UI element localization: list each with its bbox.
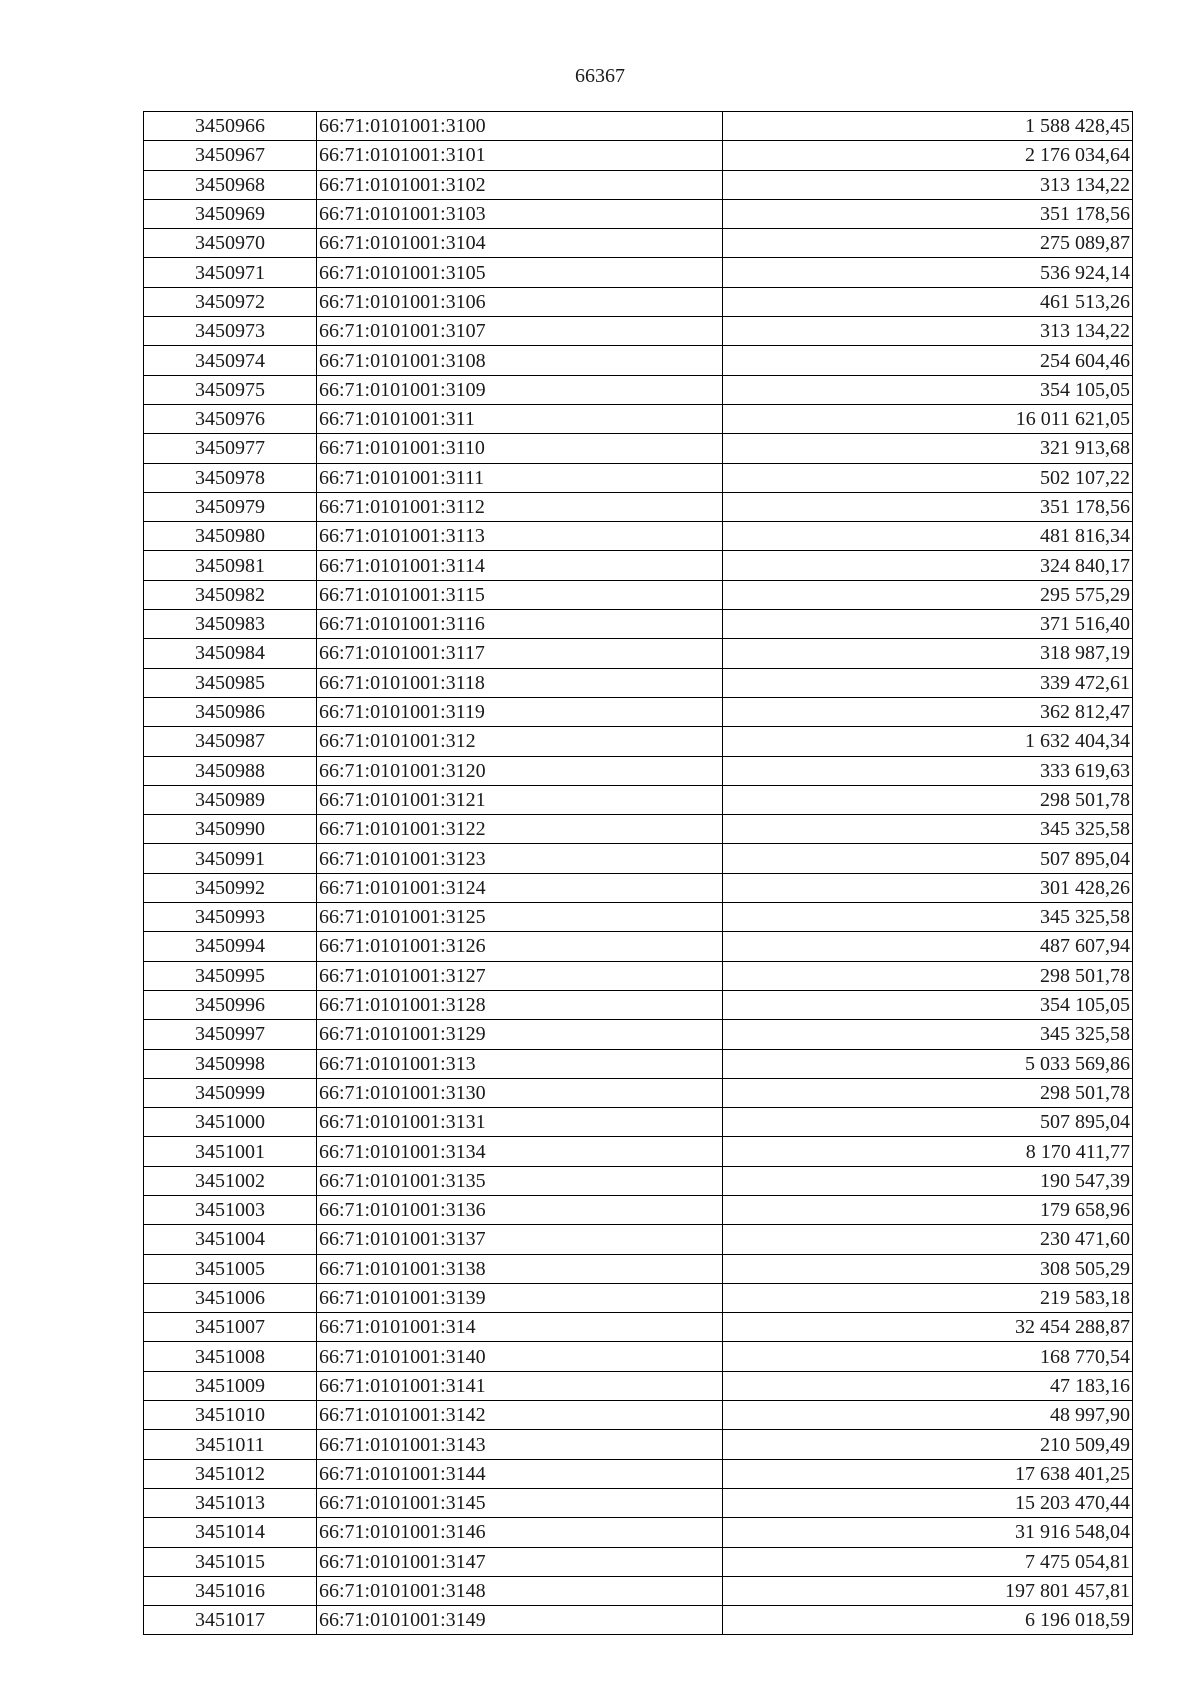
table-row (144, 785, 1133, 814)
cadastral-value-cell: 295 575,29 (723, 580, 1133, 609)
cadastral-number-cell: 66:71:0101001:3140 (317, 1342, 723, 1371)
cadastral-value-cell: 168 770,54 (723, 1342, 1133, 1371)
cadastral-number-cell: 66:71:0101001:3130 (317, 1078, 723, 1107)
cadastral-value-cell: 210 509,49 (723, 1430, 1133, 1459)
table-row (144, 697, 1133, 726)
cadastral-value-cell: 7 475 054,81 (723, 1547, 1133, 1576)
cadastral-number-cell: 66:71:0101001:3114 (317, 551, 723, 580)
cadastral-number-cell: 66:71:0101001:312 (317, 727, 723, 756)
table-row (144, 258, 1133, 287)
table-row (144, 404, 1133, 433)
row-number-cell: 3450984 (144, 639, 317, 668)
table-row (144, 287, 1133, 316)
table-row (144, 229, 1133, 258)
table-row (144, 903, 1133, 932)
table-row (144, 844, 1133, 873)
cadastral-value-cell: 17 638 401,25 (723, 1459, 1133, 1488)
cadastral-value-cell: 345 325,58 (723, 815, 1133, 844)
row-number-cell: 3451010 (144, 1401, 317, 1430)
cadastral-value-cell: 502 107,22 (723, 463, 1133, 492)
table-row (144, 1518, 1133, 1547)
row-number-cell: 3451008 (144, 1342, 317, 1371)
cadastral-number-cell: 66:71:0101001:3143 (317, 1430, 723, 1459)
table-row (144, 1459, 1133, 1488)
row-number-cell: 3451015 (144, 1547, 317, 1576)
cadastral-number-cell: 66:71:0101001:3107 (317, 317, 723, 346)
cadastral-number-cell: 66:71:0101001:3103 (317, 199, 723, 228)
row-number-cell: 3450985 (144, 668, 317, 697)
row-number-cell: 3450993 (144, 903, 317, 932)
row-number-cell: 3450977 (144, 434, 317, 463)
row-number-cell: 3450968 (144, 170, 317, 199)
table-row (144, 873, 1133, 902)
cadastral-number-cell: 66:71:0101001:314 (317, 1313, 723, 1342)
table-row (144, 463, 1133, 492)
cadastral-number-cell: 66:71:0101001:3149 (317, 1606, 723, 1635)
cadastral-value-cell: 230 471,60 (723, 1225, 1133, 1254)
table-row (144, 1137, 1133, 1166)
cadastral-number-cell: 66:71:0101001:3146 (317, 1518, 723, 1547)
cadastral-number-cell: 66:71:0101001:3101 (317, 141, 723, 170)
row-number-cell: 3450983 (144, 610, 317, 639)
cadastral-value-cell: 298 501,78 (723, 961, 1133, 990)
cadastral-value-cell: 2 176 034,64 (723, 141, 1133, 170)
cadastral-number-cell: 66:71:0101001:3120 (317, 756, 723, 785)
table-row (144, 317, 1133, 346)
table-row (144, 1430, 1133, 1459)
row-number-cell: 3450966 (144, 112, 317, 141)
table-body (144, 112, 1133, 1635)
cadastral-value-cell: 301 428,26 (723, 873, 1133, 902)
cadastral-number-cell: 66:71:0101001:3125 (317, 903, 723, 932)
cadastral-value-cell: 354 105,05 (723, 990, 1133, 1019)
table-row (144, 1488, 1133, 1517)
cadastral-number-cell: 66:71:0101001:3129 (317, 1020, 723, 1049)
cadastral-value-cell: 507 895,04 (723, 1108, 1133, 1137)
row-number-cell: 3450976 (144, 404, 317, 433)
row-number-cell: 3450970 (144, 229, 317, 258)
cadastral-number-cell: 66:71:0101001:3113 (317, 522, 723, 551)
row-number-cell: 3451017 (144, 1606, 317, 1635)
cadastral-number-cell: 66:71:0101001:3126 (317, 932, 723, 961)
cadastral-value-cell: 313 134,22 (723, 317, 1133, 346)
cadastral-number-cell: 66:71:0101001:3116 (317, 610, 723, 639)
row-number-cell: 3450999 (144, 1078, 317, 1107)
row-number-cell: 3451000 (144, 1108, 317, 1137)
cadastral-number-cell: 66:71:0101001:3128 (317, 990, 723, 1019)
row-number-cell: 3450972 (144, 287, 317, 316)
table-row (144, 199, 1133, 228)
cadastral-number-cell: 66:71:0101001:3138 (317, 1254, 723, 1283)
cadastral-value-cell: 333 619,63 (723, 756, 1133, 785)
cadastral-value-cell: 461 513,26 (723, 287, 1133, 316)
cadastral-value-cell: 351 178,56 (723, 492, 1133, 521)
cadastral-number-cell: 66:71:0101001:3134 (317, 1137, 723, 1166)
table-row (144, 522, 1133, 551)
row-number-cell: 3450991 (144, 844, 317, 873)
cadastral-value-cell: 8 170 411,77 (723, 1137, 1133, 1166)
cadastral-value-cell: 345 325,58 (723, 903, 1133, 932)
row-number-cell: 3450986 (144, 697, 317, 726)
row-number-cell: 3450998 (144, 1049, 317, 1078)
cadastral-value-cell: 197 801 457,81 (723, 1576, 1133, 1605)
row-number-cell: 3450981 (144, 551, 317, 580)
table-row (144, 1313, 1133, 1342)
table-row (144, 1166, 1133, 1195)
table-row (144, 1283, 1133, 1312)
table-row (144, 1078, 1133, 1107)
cadastral-value-cell: 318 987,19 (723, 639, 1133, 668)
row-number-cell: 3450996 (144, 990, 317, 1019)
table-row (144, 1225, 1133, 1254)
cadastral-number-cell: 66:71:0101001:3100 (317, 112, 723, 141)
cadastral-value-cell: 371 516,40 (723, 610, 1133, 639)
table-row (144, 1401, 1133, 1430)
row-number-cell: 3450982 (144, 580, 317, 609)
cadastral-value-cell: 275 089,87 (723, 229, 1133, 258)
cadastral-number-cell: 66:71:0101001:3108 (317, 346, 723, 375)
cadastral-number-cell: 66:71:0101001:3106 (317, 287, 723, 316)
cadastral-value-cell: 1 632 404,34 (723, 727, 1133, 756)
row-number-cell: 3451011 (144, 1430, 317, 1459)
table-row (144, 580, 1133, 609)
cadastral-value-cell: 5 033 569,86 (723, 1049, 1133, 1078)
table-row (144, 1049, 1133, 1078)
cadastral-number-cell: 66:71:0101001:3147 (317, 1547, 723, 1576)
cadastral-value-cell: 47 183,16 (723, 1371, 1133, 1400)
cadastral-number-cell: 66:71:0101001:3127 (317, 961, 723, 990)
cadastral-value-cell: 308 505,29 (723, 1254, 1133, 1283)
row-number-cell: 3451013 (144, 1488, 317, 1517)
cadastral-value-cell: 31 916 548,04 (723, 1518, 1133, 1547)
cadastral-number-cell: 66:71:0101001:3115 (317, 580, 723, 609)
row-number-cell: 3450969 (144, 199, 317, 228)
cadastral-value-table (143, 111, 1133, 1635)
cadastral-value-cell: 324 840,17 (723, 551, 1133, 580)
cadastral-number-cell: 66:71:0101001:3102 (317, 170, 723, 199)
cadastral-value-cell: 351 178,56 (723, 199, 1133, 228)
table-row (144, 1254, 1133, 1283)
cadastral-value-cell: 298 501,78 (723, 785, 1133, 814)
page-number: 66367 (575, 65, 625, 87)
cadastral-number-cell: 66:71:0101001:3139 (317, 1283, 723, 1312)
row-number-cell: 3450990 (144, 815, 317, 844)
cadastral-value-cell: 190 547,39 (723, 1166, 1133, 1195)
row-number-cell: 3451009 (144, 1371, 317, 1400)
table-row (144, 756, 1133, 785)
cadastral-value-cell: 219 583,18 (723, 1283, 1133, 1312)
row-number-cell: 3450995 (144, 961, 317, 990)
row-number-cell: 3451003 (144, 1195, 317, 1224)
row-number-cell: 3451007 (144, 1313, 317, 1342)
cadastral-number-cell: 66:71:0101001:311 (317, 404, 723, 433)
table-row (144, 990, 1133, 1019)
table-row (144, 1108, 1133, 1137)
cadastral-value-cell: 48 997,90 (723, 1401, 1133, 1430)
row-number-cell: 3451004 (144, 1225, 317, 1254)
table-row (144, 1606, 1133, 1635)
cadastral-value-cell: 16 011 621,05 (723, 404, 1133, 433)
row-number-cell: 3451014 (144, 1518, 317, 1547)
cadastral-number-cell: 66:71:0101001:3145 (317, 1488, 723, 1517)
cadastral-number-cell: 66:71:0101001:3109 (317, 375, 723, 404)
row-number-cell: 3451012 (144, 1459, 317, 1488)
cadastral-number-cell: 66:71:0101001:3137 (317, 1225, 723, 1254)
table-row (144, 141, 1133, 170)
row-number-cell: 3450988 (144, 756, 317, 785)
cadastral-value-cell: 362 812,47 (723, 697, 1133, 726)
row-number-cell: 3450989 (144, 785, 317, 814)
cadastral-number-cell: 66:71:0101001:313 (317, 1049, 723, 1078)
table-row (144, 346, 1133, 375)
row-number-cell: 3451006 (144, 1283, 317, 1312)
cadastral-number-cell: 66:71:0101001:3144 (317, 1459, 723, 1488)
cadastral-number-cell: 66:71:0101001:3117 (317, 639, 723, 668)
table-row (144, 1576, 1133, 1605)
cadastral-number-cell: 66:71:0101001:3148 (317, 1576, 723, 1605)
cadastral-number-cell: 66:71:0101001:3122 (317, 815, 723, 844)
row-number-cell: 3450994 (144, 932, 317, 961)
row-number-cell: 3451005 (144, 1254, 317, 1283)
cadastral-number-cell: 66:71:0101001:3135 (317, 1166, 723, 1195)
table-row (144, 434, 1133, 463)
cadastral-value-cell: 1 588 428,45 (723, 112, 1133, 141)
cadastral-value-cell: 481 816,34 (723, 522, 1133, 551)
cadastral-number-cell: 66:71:0101001:3104 (317, 229, 723, 258)
row-number-cell: 3451002 (144, 1166, 317, 1195)
row-number-cell: 3450997 (144, 1020, 317, 1049)
table-row (144, 961, 1133, 990)
cadastral-number-cell: 66:71:0101001:3110 (317, 434, 723, 463)
table-row (144, 610, 1133, 639)
row-number-cell: 3450974 (144, 346, 317, 375)
table-row (144, 1547, 1133, 1576)
row-number-cell: 3450971 (144, 258, 317, 287)
row-number-cell: 3450978 (144, 463, 317, 492)
cadastral-value-cell: 32 454 288,87 (723, 1313, 1133, 1342)
row-number-cell: 3451001 (144, 1137, 317, 1166)
cadastral-value-cell: 345 325,58 (723, 1020, 1133, 1049)
cadastral-value-cell: 298 501,78 (723, 1078, 1133, 1107)
row-number-cell: 3450973 (144, 317, 317, 346)
table-row (144, 375, 1133, 404)
cadastral-value-cell: 313 134,22 (723, 170, 1133, 199)
cadastral-value-cell: 254 604,46 (723, 346, 1133, 375)
cadastral-value-cell: 354 105,05 (723, 375, 1133, 404)
table-row (144, 1020, 1133, 1049)
row-number-cell: 3450992 (144, 873, 317, 902)
cadastral-number-cell: 66:71:0101001:3112 (317, 492, 723, 521)
table-row (144, 639, 1133, 668)
cadastral-value-cell: 536 924,14 (723, 258, 1133, 287)
row-number-cell: 3450987 (144, 727, 317, 756)
table-row (144, 492, 1133, 521)
cadastral-number-cell: 66:71:0101001:3105 (317, 258, 723, 287)
cadastral-number-cell: 66:71:0101001:3121 (317, 785, 723, 814)
table-row (144, 727, 1133, 756)
cadastral-number-cell: 66:71:0101001:3141 (317, 1371, 723, 1400)
row-number-cell: 3450979 (144, 492, 317, 521)
table-row (144, 815, 1133, 844)
table-row (144, 1195, 1133, 1224)
cadastral-number-cell: 66:71:0101001:3118 (317, 668, 723, 697)
row-number-cell: 3450975 (144, 375, 317, 404)
cadastral-value-cell: 15 203 470,44 (723, 1488, 1133, 1517)
row-number-cell: 3450967 (144, 141, 317, 170)
row-number-cell: 3451016 (144, 1576, 317, 1605)
table-row (144, 1371, 1133, 1400)
row-number-cell: 3450980 (144, 522, 317, 551)
cadastral-number-cell: 66:71:0101001:3131 (317, 1108, 723, 1137)
cadastral-value-cell: 339 472,61 (723, 668, 1133, 697)
table-row (144, 551, 1133, 580)
cadastral-number-cell: 66:71:0101001:3124 (317, 873, 723, 902)
cadastral-value-cell: 507 895,04 (723, 844, 1133, 873)
cadastral-number-cell: 66:71:0101001:3111 (317, 463, 723, 492)
cadastral-number-cell: 66:71:0101001:3119 (317, 697, 723, 726)
cadastral-value-cell: 321 913,68 (723, 434, 1133, 463)
cadastral-number-cell: 66:71:0101001:3123 (317, 844, 723, 873)
cadastral-value-cell: 179 658,96 (723, 1195, 1133, 1224)
table-row (144, 668, 1133, 697)
table-row (144, 1342, 1133, 1371)
table-row (144, 112, 1133, 141)
cadastral-number-cell: 66:71:0101001:3142 (317, 1401, 723, 1430)
table-row (144, 932, 1133, 961)
cadastral-number-cell: 66:71:0101001:3136 (317, 1195, 723, 1224)
cadastral-value-cell: 6 196 018,59 (723, 1606, 1133, 1635)
table-row (144, 170, 1133, 199)
cadastral-value-cell: 487 607,94 (723, 932, 1133, 961)
